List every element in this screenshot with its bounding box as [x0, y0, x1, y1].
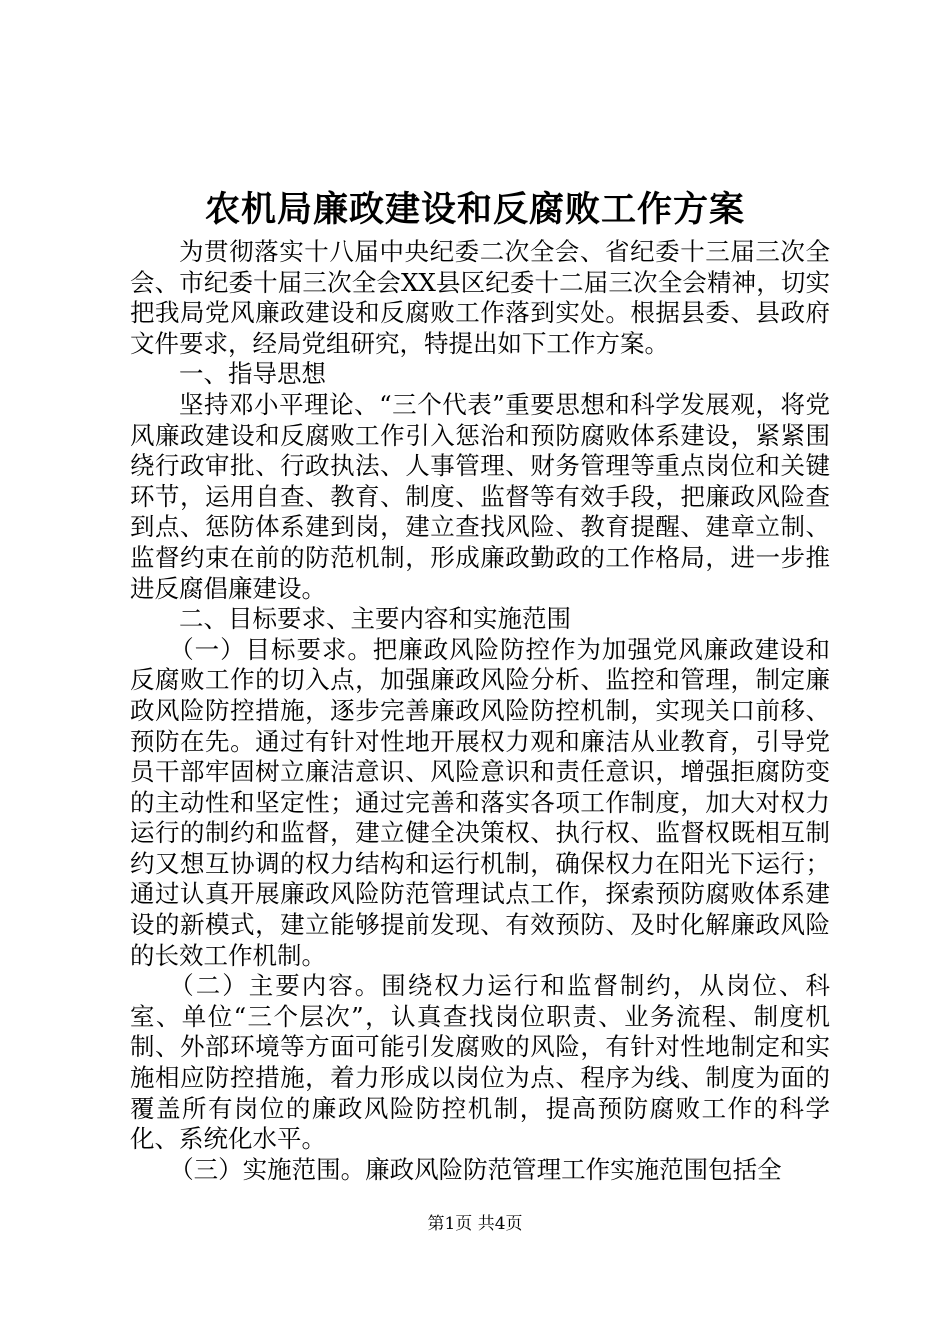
document-title: 农机局廉政建设和反腐败工作方案: [204, 189, 745, 230]
intro-paragraph: 为贯彻落实十八届中央纪委二次全会、省纪委十三届三次全会、市纪委十届三次全会XX县区纪委十二届三次全会精神，切实把我局党风廉政建设和反腐败工作落到实处。根据县委、县政府文件要求，经局党组研究，特提出如下工作方案。: [130, 237, 830, 358]
page-number-footer: 第1页 共4页: [427, 1214, 523, 1234]
document-body: [130, 237, 830, 1185]
section-heading-goals-scope: 二、目标要求、主要内容和实施范围: [179, 604, 571, 634]
guiding-ideology-paragraph: 坚持邓小平理论、“三个代表”重要思想和科学发展观，将党风廉政建设和反腐败工作引入惩治和预防腐败体系建设，紧紧围绕行政审批、行政执法、人事管理、财务管理等重点岗位和关键环节，运用自查、教育、制度、监督等有效手段，把廉政风险查到点、惩防体系建到岗，建立查找风险、教育提醒、建章立制、监督约束在前的防范机制，形成廉政勤政的工作格局，进一步推进反腐倡廉建设。: [130, 389, 830, 603]
scope-paragraph: （三）实施范围。廉政风险防范管理工作实施范围包括全: [169, 1154, 782, 1184]
goals-paragraph: （一）目标要求。把廉政风险防控作为加强党风廉政建设和反腐败工作的切入点，加强廉政风险分析、监控和管理，制定廉政风险防控措施，逐步完善廉政风险防控机制，实现关口前移、预防在先。通过有针对性地开展权力观和廉洁从业教育，引导党员干部牢固树立廉洁意识、风险意识和责任意识，增强拒腐防变的主动性和坚定性；通过完善和落实各项工作制度，加大对权力运行的制约和监督，建立健全决策权、执行权、监督权既相互制约又想互协调的权力结构和运行机制，确保权力在阳光下运行；通过认真开展廉政风险防范管理试点工作，探索预防腐败体系建设的新模式，建立能够提前发现、有效预防、及时化解廉政风险的长效工作机制。: [130, 634, 830, 970]
main-content-paragraph: （二）主要内容。围绕权力运行和监督制约，从岗位、科室、单位“三个层次”，认真查找岗位职责、业务流程、制度机制、外部环境等方面可能引发腐败的风险，有针对性地制定和实施相应防控措施，着力形成以岗位为点、程序为线、制度为面的覆盖所有岗位的廉政风险防控机制，提高预防腐败工作的科学化、系统化水平。: [130, 971, 830, 1154]
section-heading-guiding-ideology: 一、指导思想: [179, 359, 326, 389]
